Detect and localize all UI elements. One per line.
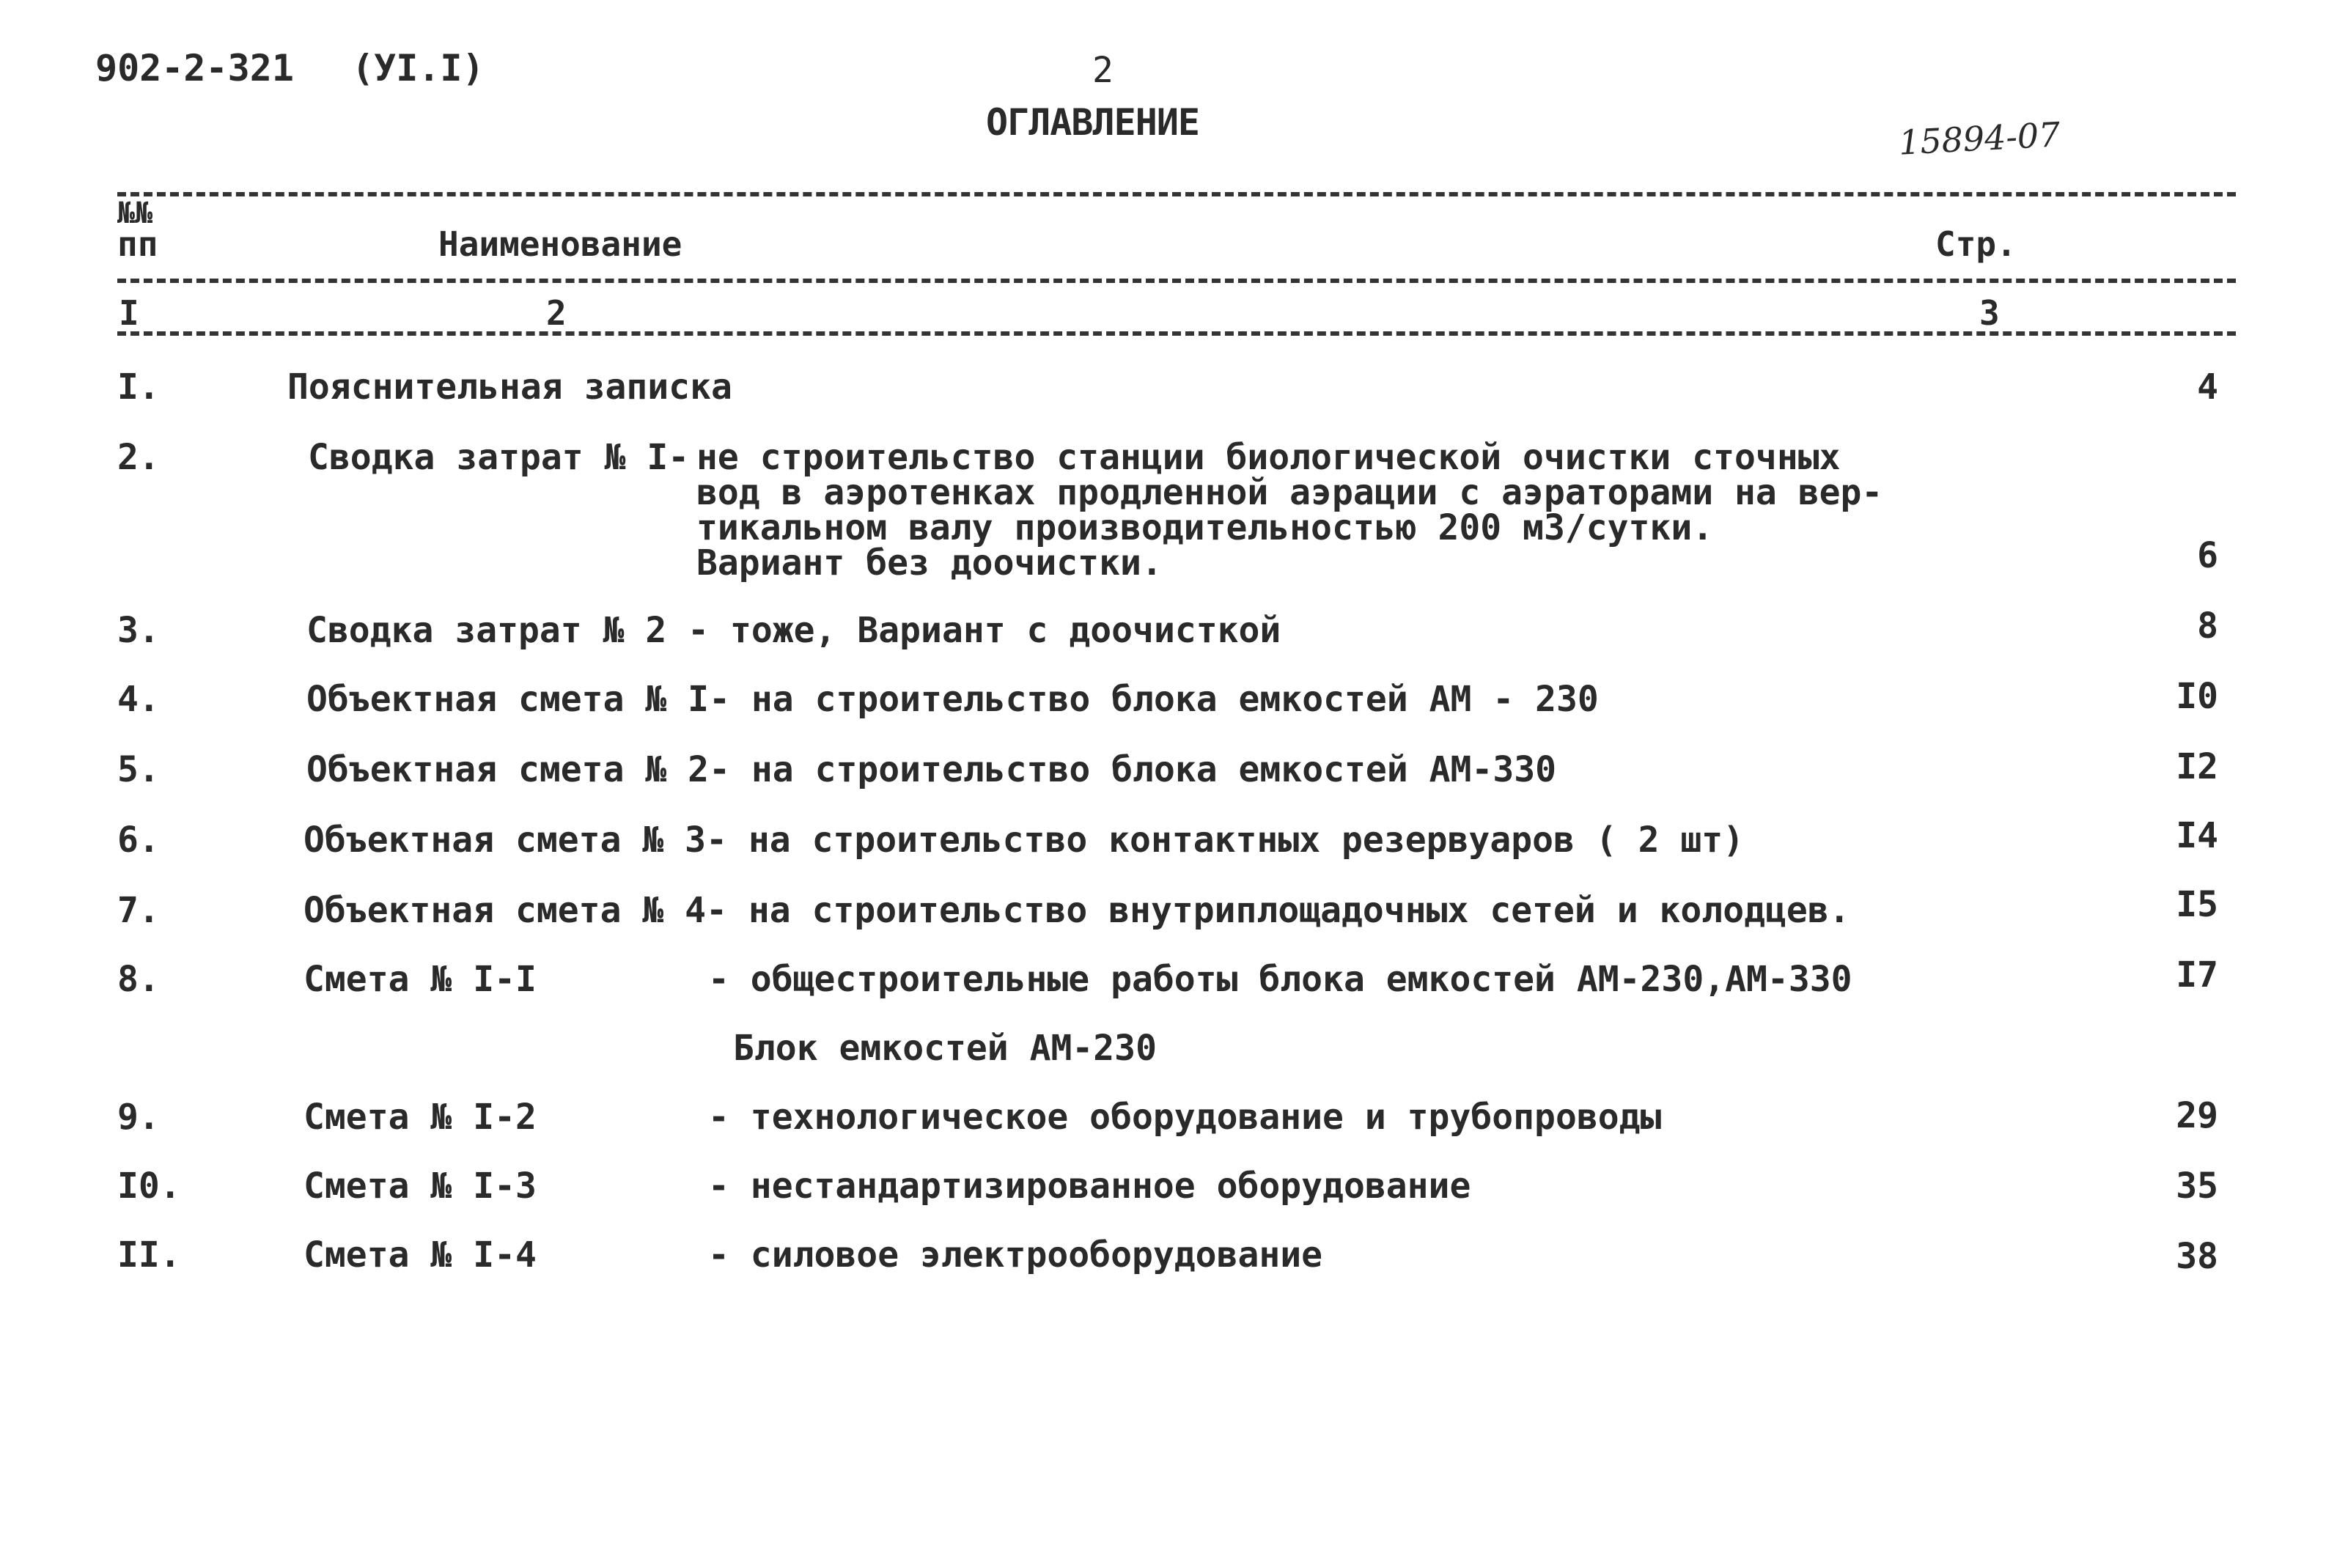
table-index-rule [117, 331, 2236, 336]
row-page: 29 [2176, 1095, 2218, 1136]
row-number: 2. [117, 437, 160, 478]
row-page: 8 [2197, 606, 2218, 647]
document-code: 902-2-321 [95, 47, 294, 89]
volume-label: (УI.I) [352, 47, 485, 89]
row-description: - нестандартизированное оборудование [708, 1166, 1471, 1207]
row-title: Объектная смета № 2- на строительство блока емкостей АМ-330 [306, 749, 1557, 790]
row-number: 3. [117, 610, 160, 651]
page-number: 2 [1092, 50, 1114, 91]
row-page: I7 [2176, 954, 2218, 995]
row-number: I0. [117, 1166, 181, 1207]
column-index-2: 2 [546, 293, 567, 333]
row-description: - технологическое оборудование и трубопроводы [708, 1097, 1662, 1138]
column-index-1: I [119, 293, 139, 333]
row-page: 4 [2197, 367, 2218, 408]
page-title: ОГЛАВЛЕНИЕ [986, 101, 1200, 144]
row-title: Смета № I-4 [303, 1234, 537, 1276]
row-number: I. [117, 367, 160, 408]
row-page: I5 [2176, 884, 2218, 925]
row-number: 7. [117, 890, 160, 931]
column-index-3: 3 [1979, 293, 2000, 333]
row-number: 9. [117, 1097, 160, 1138]
row-page: I0 [2176, 676, 2218, 717]
row-page: 38 [2176, 1236, 2218, 1277]
section-heading: Блок емкостей АМ-230 [733, 1028, 1157, 1069]
row-page: 6 [2197, 535, 2218, 576]
row-number: 6. [117, 820, 160, 861]
column-page-label: Стр. [1935, 224, 2017, 264]
table-top-rule [117, 192, 2236, 196]
row-description: - силовое электрооборудование [708, 1234, 1323, 1276]
row-title: Объектная смета № 3- на строительство контактных резервуаров ( 2 шт) [303, 820, 1745, 861]
row-page: 35 [2176, 1166, 2218, 1207]
handwritten-number: 15894-07 [1897, 114, 2061, 163]
row-page: I4 [2176, 815, 2218, 856]
row-number: 5. [117, 749, 160, 790]
row-text-line: тикальном валу производительностью 200 м3/сутки. [696, 507, 1714, 548]
row-text-line: не строительство станции биологической очистки сточных [696, 437, 1841, 478]
row-number: II. [117, 1234, 181, 1276]
row-title: Объектная смета № I- на строительство блока емкостей АМ - 230 [306, 679, 1599, 720]
column-number-label-line1: №№ [117, 196, 153, 230]
row-title: Смета № I-2 [303, 1097, 537, 1138]
row-text-line: Вариант без доочистки. [696, 542, 1163, 584]
row-number: 4. [117, 679, 160, 720]
row-number: 8. [117, 959, 160, 1000]
table-header-rule [117, 279, 2236, 283]
row-title: Пояснительная записка [287, 367, 732, 408]
row-page: I2 [2176, 746, 2218, 787]
row-title: Смета № I-3 [303, 1166, 537, 1207]
row-title: Сводка затрат № 2 - тоже, Вариант с доочисткой [306, 610, 1281, 651]
row-title: Сводка затрат № I- [308, 437, 690, 478]
row-description: - общестроительные работы блока емкостей АМ-230,АМ-330 [708, 959, 1852, 1000]
row-title: Смета № I-I [303, 959, 537, 1000]
row-text-line: вод в аэротенках продленной аэрации с аэраторами на вер- [696, 472, 1883, 513]
row-title: Объектная смета № 4- на строительство внутриплощадочных сетей и колодцев. [303, 890, 1850, 931]
column-name-label: Наименование [438, 224, 682, 264]
column-number-label-line2: пп [117, 224, 158, 264]
